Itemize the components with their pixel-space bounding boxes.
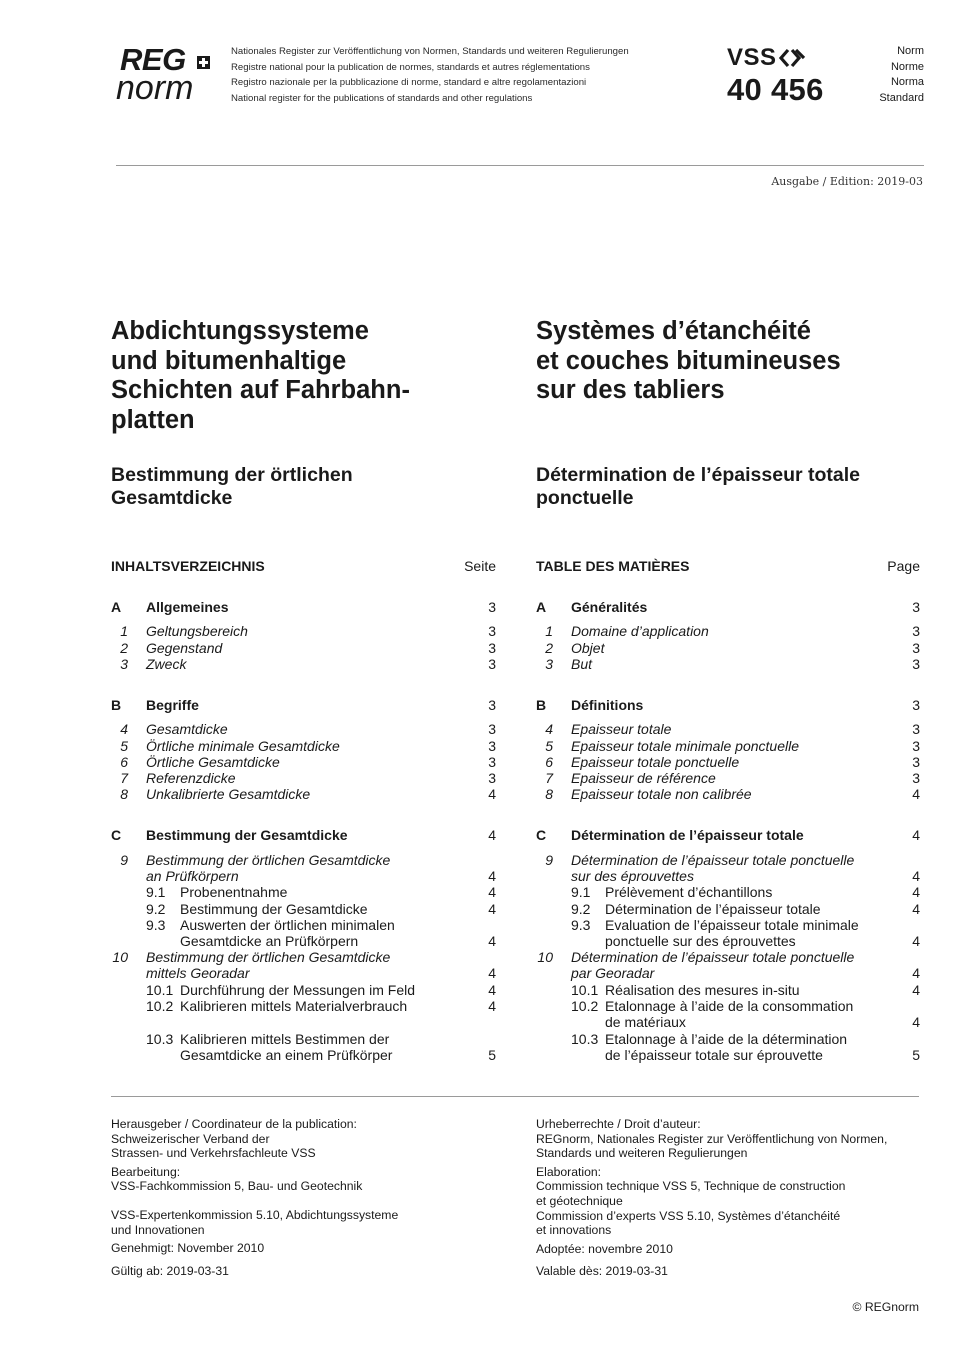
section-name: Généralités	[571, 599, 648, 615]
footer-divider	[111, 1096, 919, 1097]
item-text: Örtliche minimale Gesamtdicke	[146, 738, 340, 754]
item-text: Zweck	[146, 656, 187, 672]
item-text: Epaisseur totale ponctuelle	[571, 754, 740, 770]
page-number: 4	[488, 786, 496, 802]
item-text: Epaisseur de référence	[571, 770, 716, 786]
item-number: 9	[545, 852, 553, 868]
german-title-line: platten	[111, 405, 195, 434]
subitem-text: Réalisation des mesures in-situ	[605, 982, 800, 998]
item-number: 6	[545, 754, 553, 770]
page-number: 3	[488, 599, 496, 615]
subitem-text-continued: de l’épaisseur totale sur éprouvette	[605, 1047, 823, 1063]
page-number: 5	[488, 1047, 496, 1063]
page-number: 4	[912, 827, 920, 843]
logo-norm-text: norm	[116, 69, 194, 107]
subitem-text: Durchführung der Messungen im Feld	[180, 982, 416, 998]
page-number: 4	[488, 982, 496, 998]
page-number: 3	[488, 738, 496, 754]
item-text: Bestimmung der örtlichen Gesamtdicke	[146, 852, 391, 868]
item-number: 8	[545, 786, 553, 802]
standard-number: 40 456	[727, 72, 824, 107]
experts-line: und Innovationen	[111, 1222, 205, 1237]
item-number: 6	[120, 754, 128, 770]
toc-subitem	[111, 917, 496, 950]
item-number: 5	[545, 738, 553, 754]
page-number: 3	[488, 697, 496, 713]
subitem-text: Détermination de l’épaisseur totale	[605, 901, 821, 917]
subitem-text-continued: Gesamtdicke an Prüfkörpern	[180, 933, 359, 949]
toc-subitem	[536, 917, 920, 950]
subitem-number: 9.2	[146, 901, 166, 917]
toc-subitem	[111, 1031, 496, 1064]
german-toc-title: INHALTSVERZEICHNIS	[111, 558, 265, 574]
item-text: Gesamtdicke	[146, 721, 228, 737]
norm-type-de: Norm	[897, 45, 924, 57]
french-title-line: et couches bitumineuses	[536, 346, 841, 375]
page-number: 3	[488, 656, 496, 672]
subitem-number: 9.3	[146, 917, 166, 933]
page-number: 4	[912, 868, 920, 884]
page-number: 3	[912, 738, 920, 754]
subitem-number: 10.2	[146, 998, 174, 1014]
section-name: Begriffe	[146, 697, 199, 713]
copyright-notice: © REGnorm	[852, 1300, 919, 1314]
subitem-text: Bestimmung der Gesamtdicke	[180, 901, 368, 917]
item-text: Détermination de l’épaisseur totale ponctuelle	[571, 949, 855, 965]
approved-date: Genehmigt: November 2010	[111, 1241, 265, 1256]
item-number: 2	[545, 640, 553, 656]
page-number: 4	[488, 827, 496, 843]
item-number: 1	[545, 623, 553, 639]
elaboration-line: Commission d’experts VSS 5.10, Systèmes d’étanchéité	[536, 1208, 841, 1223]
experts-line: VSS-Expertenkommission 5.10, Abdichtungssysteme	[111, 1207, 399, 1222]
register-line-it: Registro nazionale per la pubblicazione di norme, standard e altre regolamentazioni	[231, 77, 587, 88]
french-subtitle-line: ponctuelle	[536, 487, 634, 509]
section-letter: C	[536, 827, 547, 843]
subitem-number: 10.1	[146, 982, 174, 998]
item-text: Epaisseur totale	[571, 721, 672, 737]
page-number: 4	[912, 901, 920, 917]
french-title-line: Systèmes d’étanchéité	[536, 317, 811, 345]
item-number: 9	[120, 852, 128, 868]
page-number: 3	[912, 640, 920, 656]
vss-word: VSS	[727, 44, 777, 71]
toc-item	[536, 852, 920, 885]
item-number: 10	[112, 949, 128, 965]
copyright-label: Urheberrechte / Droit d’auteur:	[536, 1117, 701, 1131]
item-text: Bestimmung der örtlichen Gesamtdicke	[146, 949, 391, 965]
page-number: 4	[912, 884, 920, 900]
section-name: Détermination de l’épaisseur totale	[571, 827, 804, 843]
item-number: 3	[545, 656, 553, 672]
item-text-continued: mittels Georadar	[146, 965, 250, 981]
item-text-continued: an Prüfkörpern	[146, 868, 239, 884]
toc-item	[536, 949, 920, 982]
register-line-en: National register for the publications of standards and other regulations	[231, 92, 533, 104]
item-text-continued: par Georadar	[571, 965, 655, 981]
subitem-number: 10.3	[571, 1031, 599, 1047]
french-toc-title: TABLE DES MATIÈRES	[536, 558, 690, 574]
german-toc-header	[111, 558, 496, 574]
item-text: Gegenstand	[146, 640, 223, 656]
section-name: Allgemeines	[146, 599, 229, 615]
section-letter: B	[536, 697, 547, 713]
publisher-label: Herausgeber / Coordinateur de la publication:	[111, 1117, 357, 1131]
item-number: 1	[120, 623, 128, 639]
page-number: 3	[488, 754, 496, 770]
page-number: 3	[912, 770, 920, 786]
subitem-number: 9.1	[571, 884, 591, 900]
page-number: 4	[912, 1014, 920, 1030]
publisher-line: Schweizerischer Verband der	[111, 1131, 270, 1146]
page-number: 3	[912, 599, 920, 615]
page-number: 3	[488, 623, 496, 639]
german-toc-page-label: Seite	[464, 558, 496, 574]
german-title-line: und bitumenhaltige	[111, 346, 347, 375]
valid-from-date: Gültig ab: 2019-03-31	[111, 1263, 229, 1278]
section-name: Définitions	[571, 697, 644, 713]
publisher-line: Strassen- und Verkehrsfachleute VSS	[111, 1146, 316, 1161]
item-number: 7	[120, 770, 128, 786]
german-title	[111, 317, 410, 435]
section-letter: A	[536, 599, 547, 615]
page-number: 4	[488, 933, 496, 949]
page-number: 3	[912, 721, 920, 737]
norm-type-it: Norma	[890, 76, 924, 88]
page-number: 4	[912, 982, 920, 998]
subitem-text: Etalonnage à l’aide de la détermination	[605, 1031, 848, 1047]
item-text: But	[571, 656, 593, 672]
editing-label: Bearbeitung:	[111, 1164, 181, 1179]
page-number: 4	[488, 901, 496, 917]
subitem-text-continued: Gesamtdicke an einem Prüfkörper	[180, 1047, 393, 1063]
page-number: 4	[488, 998, 496, 1014]
copyright-line: Standards und weiteren Regulierungen	[536, 1146, 748, 1161]
footer-right	[536, 1117, 887, 1279]
item-text: Epaisseur totale minimale ponctuelle	[571, 738, 800, 754]
item-text: Détermination de l’épaisseur totale ponctuelle	[571, 852, 855, 868]
toc-item	[111, 949, 496, 982]
page-number: 4	[912, 965, 920, 981]
page-number: 3	[488, 721, 496, 737]
subitem-text: Probenentnahme	[180, 884, 288, 900]
page-number: 3	[488, 770, 496, 786]
norm-type-en: Standard	[879, 91, 924, 104]
item-number: 3	[120, 656, 128, 672]
page-number: 4	[488, 884, 496, 900]
item-text: Epaisseur totale non calibrée	[571, 786, 752, 802]
subitem-text-continued: de matériaux	[605, 1014, 686, 1030]
german-subtitle-line: Gesamtdicke	[111, 487, 233, 509]
subitem-text: Auswerten der örtlichen minimalen	[180, 917, 395, 933]
french-toc-page-label: Page	[887, 558, 920, 574]
section-name: Bestimmung der Gesamtdicke	[146, 827, 348, 843]
elaboration-label: Elaboration:	[536, 1164, 602, 1179]
item-text: Domaine d’application	[571, 623, 709, 639]
subitem-number: 9.2	[571, 901, 591, 917]
subitem-text: Evaluation de l’épaisseur totale minimale	[605, 917, 859, 933]
subitem-number: 10.1	[571, 982, 599, 998]
page-number: 3	[912, 697, 920, 713]
item-number: 4	[120, 721, 128, 737]
item-text: Örtliche Gesamtdicke	[146, 754, 280, 770]
toc-item	[111, 852, 496, 885]
editing-line: VSS-Fachkommission 5, Bau- und Geotechnik	[111, 1179, 363, 1194]
toc-subitem	[536, 1031, 920, 1064]
page-number: 4	[912, 786, 920, 802]
page-number: 3	[912, 656, 920, 672]
item-text-continued: sur des éprouvettes	[571, 868, 694, 884]
german-title-line: Abdichtungssysteme	[111, 317, 369, 345]
toc-subitem	[536, 998, 920, 1031]
norm-type-fr: Norme	[890, 60, 924, 73]
footer-left	[111, 1117, 398, 1278]
french-title	[536, 317, 841, 406]
item-number: 4	[545, 721, 553, 737]
section-letter: A	[111, 599, 122, 615]
edition-label: Ausgabe / Edition: 2019-03	[771, 175, 923, 188]
item-text: Referenzdicke	[146, 770, 236, 786]
item-number: 5	[120, 738, 128, 754]
item-number: 8	[120, 786, 128, 802]
page-number: 5	[912, 1047, 920, 1063]
page-number: 4	[488, 868, 496, 884]
elaboration-line: Commission technique VSS 5, Technique de construction	[536, 1179, 846, 1194]
german-subtitle-line: Bestimmung der örtlichen	[111, 464, 353, 486]
subitem-text: Kalibrieren mittels Bestimmen der	[180, 1031, 390, 1047]
item-number: 2	[120, 640, 128, 656]
section-letter: C	[111, 827, 122, 843]
german-title-line: Schichten auf Fahrbahn-	[111, 376, 410, 404]
french-title-line: sur des tabliers	[536, 376, 725, 404]
page-number: 3	[912, 623, 920, 639]
copyright-line: REGnorm, Nationales Register zur Veröffentlichung von Normen,	[536, 1131, 888, 1146]
section-letter: B	[111, 697, 122, 713]
item-text: Objet	[571, 640, 605, 656]
subitem-number: 9.3	[571, 917, 591, 933]
french-subtitle-line: Détermination de l’épaisseur totale	[536, 464, 861, 486]
subitem-text: Prélèvement d’échantillons	[605, 884, 773, 900]
elaboration-line: et géotechnique	[536, 1193, 623, 1208]
valid-from-date: Valable dès: 2019-03-31	[536, 1264, 668, 1279]
item-number: 10	[537, 949, 553, 965]
subitem-number: 9.1	[146, 884, 166, 900]
subitem-text: Etalonnage à l’aide de la consommation	[605, 998, 854, 1014]
item-text: Geltungsbereich	[146, 623, 248, 639]
french-subtitle	[536, 464, 860, 510]
logo-reg-text: REG	[120, 42, 186, 77]
page-number: 3	[912, 754, 920, 770]
adopted-date: Adoptée: novembre 2010	[536, 1241, 673, 1256]
item-number: 7	[545, 770, 553, 786]
page-number: 3	[488, 640, 496, 656]
subitem-number: 10.2	[571, 998, 599, 1014]
page-number: 4	[912, 933, 920, 949]
subitem-number: 10.3	[146, 1031, 174, 1047]
elaboration-line: et innovations	[536, 1223, 612, 1238]
german-subtitle	[111, 464, 353, 510]
register-line-de: Nationales Register zur Veröffentlichung von Normen, Standards und weiteren Regulierungen	[231, 46, 629, 57]
french-toc-header	[536, 558, 920, 574]
subitem-text-continued: ponctuelle sur des éprouvettes	[605, 933, 796, 949]
register-line-fr: Registre national pour la publication de normes, standards et autres réglementations	[231, 61, 590, 73]
subitem-text: Kalibrieren mittels Materialverbrauch	[180, 998, 408, 1014]
item-text: Unkalibrierte Gesamtdicke	[146, 786, 311, 802]
page-number: 4	[488, 965, 496, 981]
